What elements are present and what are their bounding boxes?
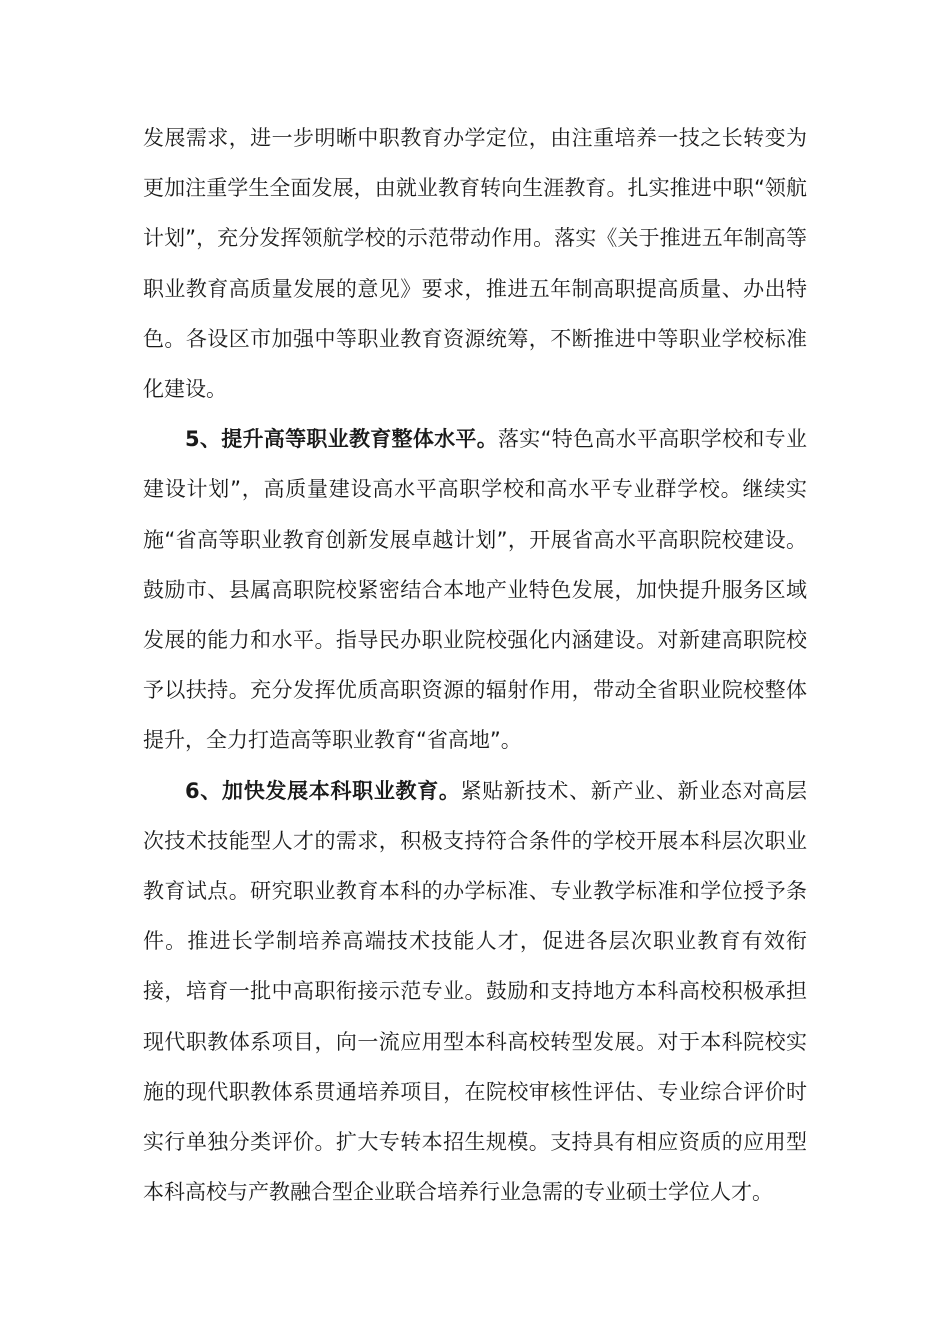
section-heading-5: 5、提升高等职业教育整体水平。 xyxy=(185,427,498,452)
section-heading-6: 6、加快发展本科职业教育。 xyxy=(185,778,461,803)
paragraph-text: 落实“特色高水平高职学校和专业建设计划”，高质量建设高水平高职学校和高水平专业群学校。继续实施“省高等职业教育创新发展卓越计划”，开展省高水平高职院校建设。鼓励市、县属高职院校紧密结合本地产业特色发展，加快提升服务区域发展的能力和水平。指导民办职业院校强化内涵建设。对新建高职院校予以扶持。充分发挥优质高职资源的辐射作用，带动全省职业院校整体提升，全力打造高等职业教育“省高地”。 xyxy=(143,427,807,753)
paragraph-text: 紧贴新技术、新产业、新业态对高层次技术技能型人才的需求，积极支持符合条件的学校开展本科层次职业教育试点。研究职业教育本科的办学标准、专业教学标准和学位授予条件。推进长学制培养高端技术技能人才，促进各层次职业教育有效衔接，培育一批中高职衔接示范专业。鼓励和支持地方本科高校积极承担现代职教体系项目，向一流应用型本科高校转型发展。对于本科院校实施的现代职教体系贯通培养项目，在院校审核性评估、专业综合评价时实行单独分类评价。扩大专转本招生规模。支持具有相应资质的应用型本科高校与产教融合型企业联合培养行业急需的专业硕士学位人才。 xyxy=(143,778,807,1205)
paragraph-continuation xyxy=(143,113,807,414)
document-page xyxy=(143,113,807,1217)
paragraph-section-5 xyxy=(143,414,807,765)
paragraph-text: 发展需求，进一步明晰中职教育办学定位，由注重培养一技之长转变为更加注重学生全面发展，由就业教育转向生涯教育。扎实推进中职“领航计划”，充分发挥领航学校的示范带动作用。落实《关于推进五年制高等职业教育高质量发展的意见》要求，推进五年制高职提高质量、办出特色。各设区市加强中等职业教育资源统筹，不断推进中等职业学校标准化建设。 xyxy=(143,126,807,402)
paragraph-section-6 xyxy=(143,766,807,1218)
